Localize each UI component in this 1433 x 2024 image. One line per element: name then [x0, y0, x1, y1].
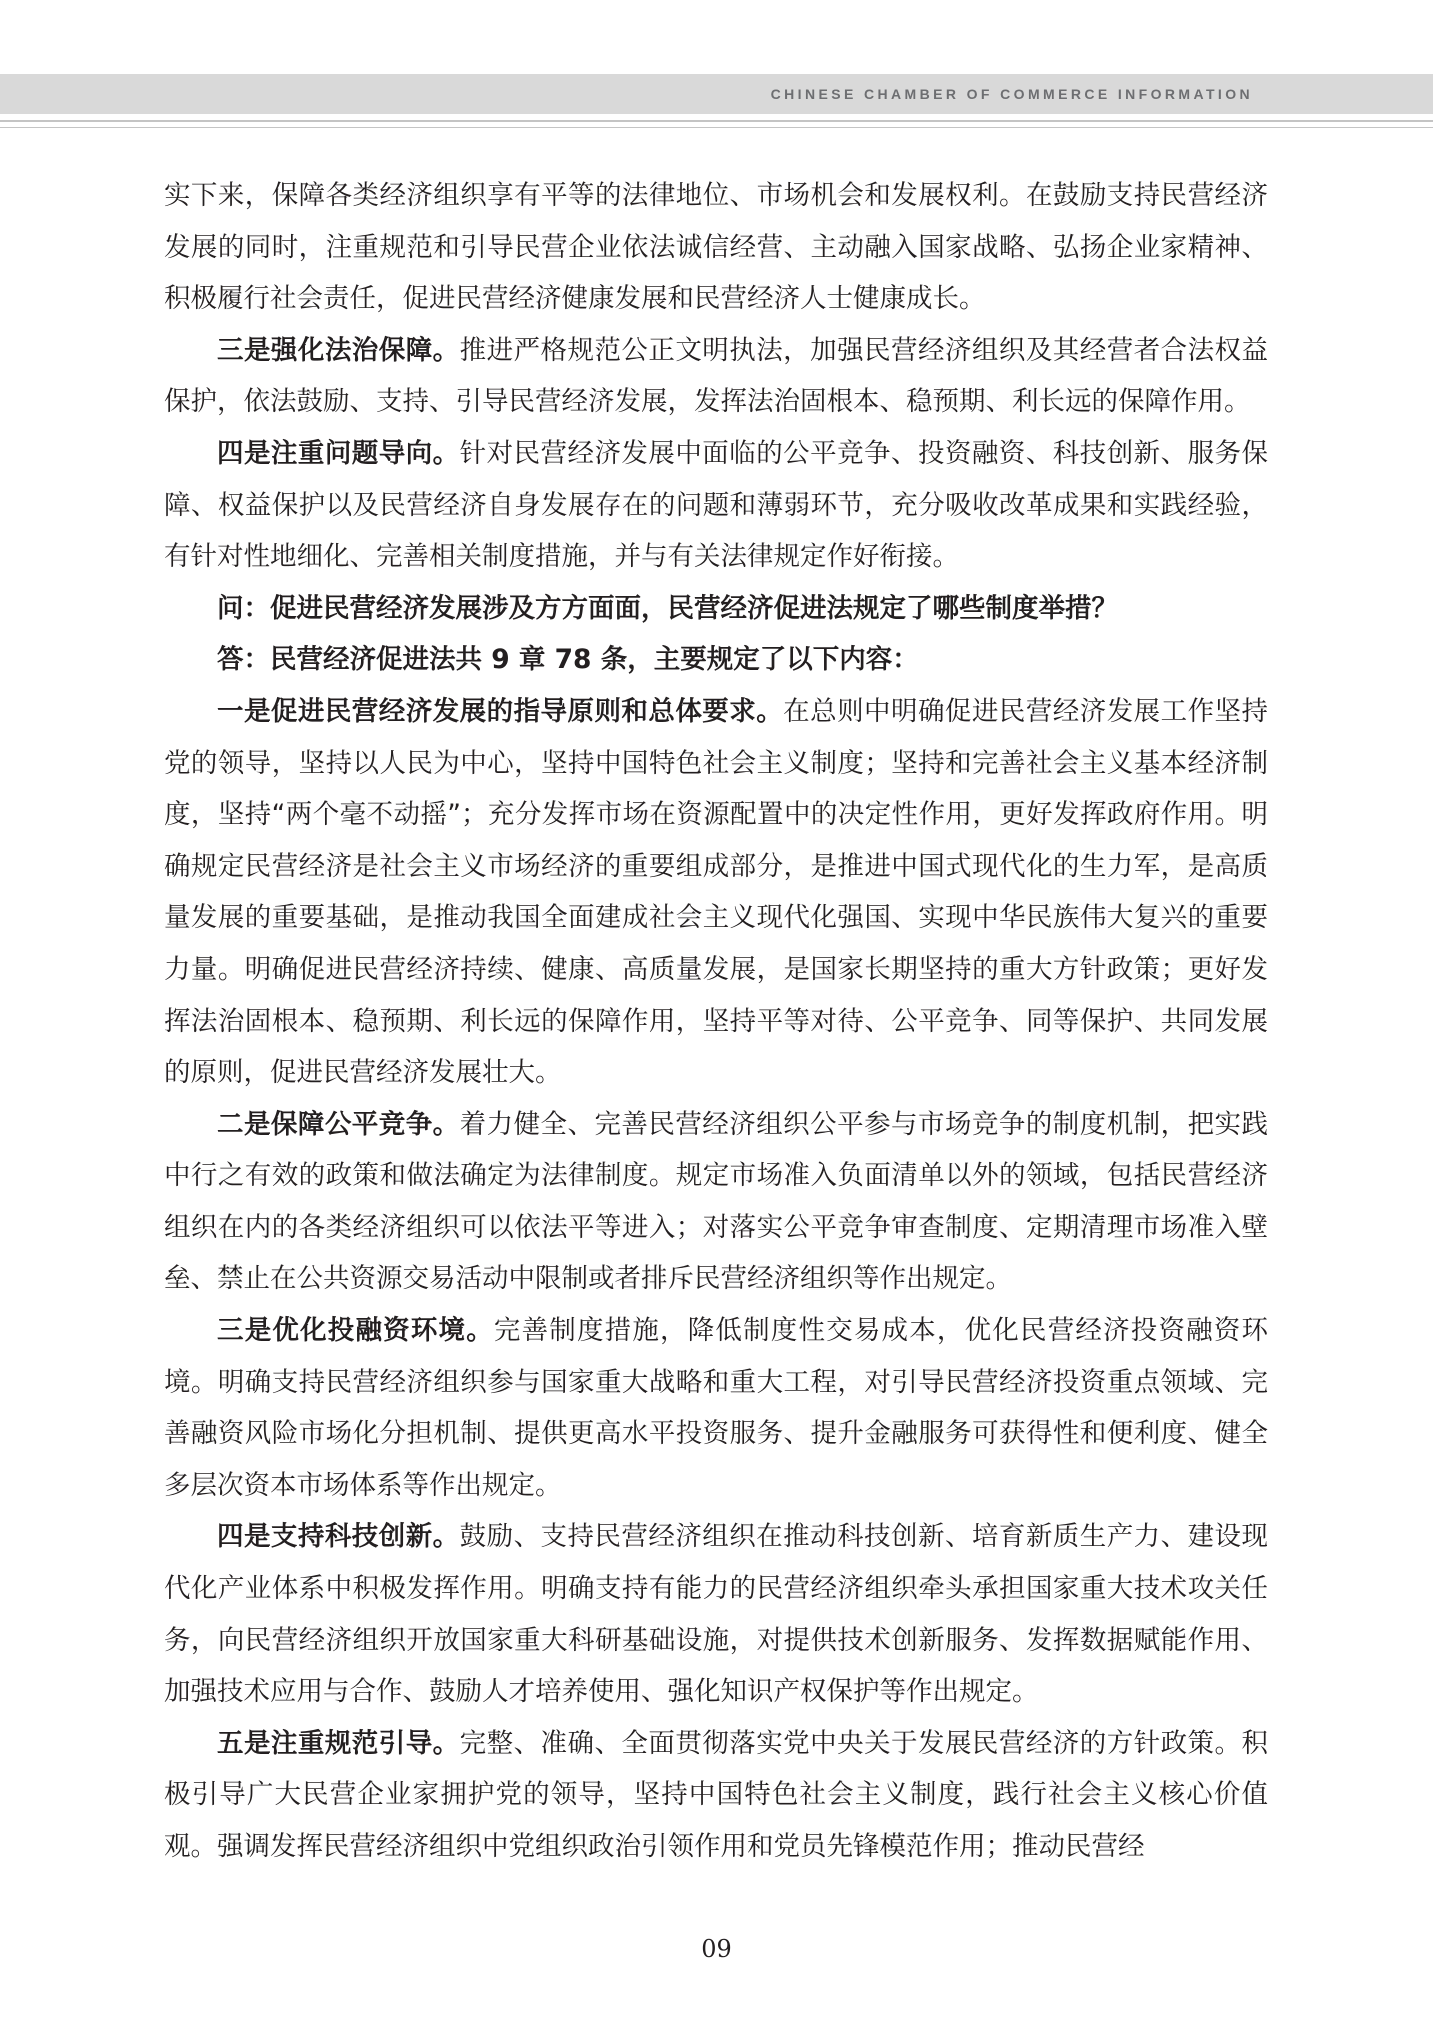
paragraph-lead: 五是注重规范引导。	[217, 1727, 460, 1759]
paragraph	[164, 1718, 1268, 1873]
paragraph	[164, 1305, 1268, 1511]
answer-text: 答：民营经济促进法共 9 章 78 条，主要规定了以下内容：	[217, 644, 919, 676]
header-rule-thin	[0, 127, 1433, 128]
paragraph-lead: 三是优化投融资环境。	[217, 1315, 494, 1347]
paragraph-text: 实下来，保障各类经济组织享有平等的法律地位、市场机会和发展权利。在鼓励支持民营经济发展的同时，注重规范和引导民营企业依法诚信经营、主动融入国家战略、弘扬企业家精神、积极履行社会责任，促进民营经济健康发展和民营经济人士健康成长。	[164, 180, 1268, 315]
question	[164, 583, 1268, 635]
paragraph-lead: 二是保障公平竞争。	[217, 1108, 460, 1140]
paragraph-text: 在总则中明确促进民营经济发展工作坚持党的领导，坚持以人民为中心，坚持中国特色社会主义制度；坚持和完善社会主义基本经济制度，坚持“两个毫不动摇”；充分发挥市场在资源配置中的决定性作用，更好发挥政府作用。明确规定民营经济是社会主义市场经济的重要组成部分，是推进中国式现代化的生力军，是高质量发展的重要基础，是推动我国全面建成社会主义现代化强国、实现中华民族伟大复兴的重要力量。明确促进民营经济持续、健康、高质量发展，是国家长期坚持的重大方针政策；更好发挥法治固根本、稳预期、利长远的保障作用，坚持平等对待、公平竞争、同等保护、共同发展的原则，促进民营经济发展壮大。	[164, 695, 1269, 1089]
running-header: CHINESE CHAMBER OF COMMERCE INFORMATION	[770, 86, 1253, 102]
paragraph	[164, 170, 1268, 325]
page-number: 09	[701, 1935, 732, 1963]
answer-intro	[164, 634, 1268, 686]
question-text: 问：促进民营经济发展涉及方方面面，民营经济促进法规定了哪些制度举措？	[217, 592, 1118, 624]
paragraph-text: 针对民营经济发展中面临的公平竞争、投资融资、科技创新、服务保障、权益保护以及民营经济自身发展存在的问题和薄弱环节，充分吸收改革成果和实践经验，有针对性地细化、完善相关制度措施，并与有关法律规定作好衔接。	[164, 437, 1269, 573]
paragraph	[164, 1511, 1268, 1717]
paragraph	[164, 1099, 1268, 1305]
paragraph-text: 完整、准确、全面贯彻落实党中央关于发展民营经济的方针政策。积极引导广大民营企业家拥护党的领导，坚持中国特色社会主义制度，践行社会主义核心价值观。强调发挥民营经济组织中党组织政治引领作用和党员先锋模范作用；推动民营经	[164, 1727, 1269, 1862]
header-rule	[0, 120, 1433, 122]
paragraph-lead: 一是促进民营经济发展的指导原则和总体要求。	[217, 695, 784, 727]
paragraph-text: 鼓励、支持民营经济组织在推动科技创新、培育新质生产力、建设现代化产业体系中积极发挥作用。明确支持有能力的民营经济组织牵头承担国家重大技术攻关任务，向民营经济组织开放国家重大科研基础设施，对提供技术创新服务、发挥数据赋能作用、加强技术应用与合作、鼓励人才培养使用、强化知识产权保护等作出规定。	[164, 1521, 1269, 1708]
paragraph	[164, 428, 1268, 583]
paragraph	[164, 325, 1268, 428]
paragraph	[164, 686, 1268, 1099]
paragraph-text: 推进严格规范公正文明执法，加强民营经济组织及其经营者合法权益保护，依法鼓励、支持、引导民营经济发展，发挥法治固根本、稳预期、利长远的保障作用。	[164, 334, 1269, 418]
article-body	[164, 170, 1268, 1873]
paragraph-text: 完善制度措施，降低制度性交易成本，优化民营经济投资融资环境。明确支持民营经济组织参与国家重大战略和重大工程，对引导民营经济投资重点领域、完善融资风险市场化分担机制、提供更高水平投资服务、提升金融服务可获得性和便利度、健全多层次资本市场体系等作出规定。	[164, 1315, 1269, 1501]
paragraph-lead: 四是支持科技创新。	[217, 1521, 460, 1553]
paragraph-lead: 三是强化法治保障。	[217, 334, 460, 366]
paragraph-text: 着力健全、完善民营经济组织公平参与市场竞争的制度机制，把实践中行之有效的政策和做法确定为法律制度。规定市场准入负面清单以外的领域，包括民营经济组织在内的各类经济组织可以依法平等进入；对落实公平竞争审查制度、定期清理市场准入壁垒、禁止在公共资源交易活动中限制或者排斥民营经济组织等作出规定。	[164, 1108, 1269, 1295]
paragraph-lead: 四是注重问题导向。	[217, 437, 460, 469]
